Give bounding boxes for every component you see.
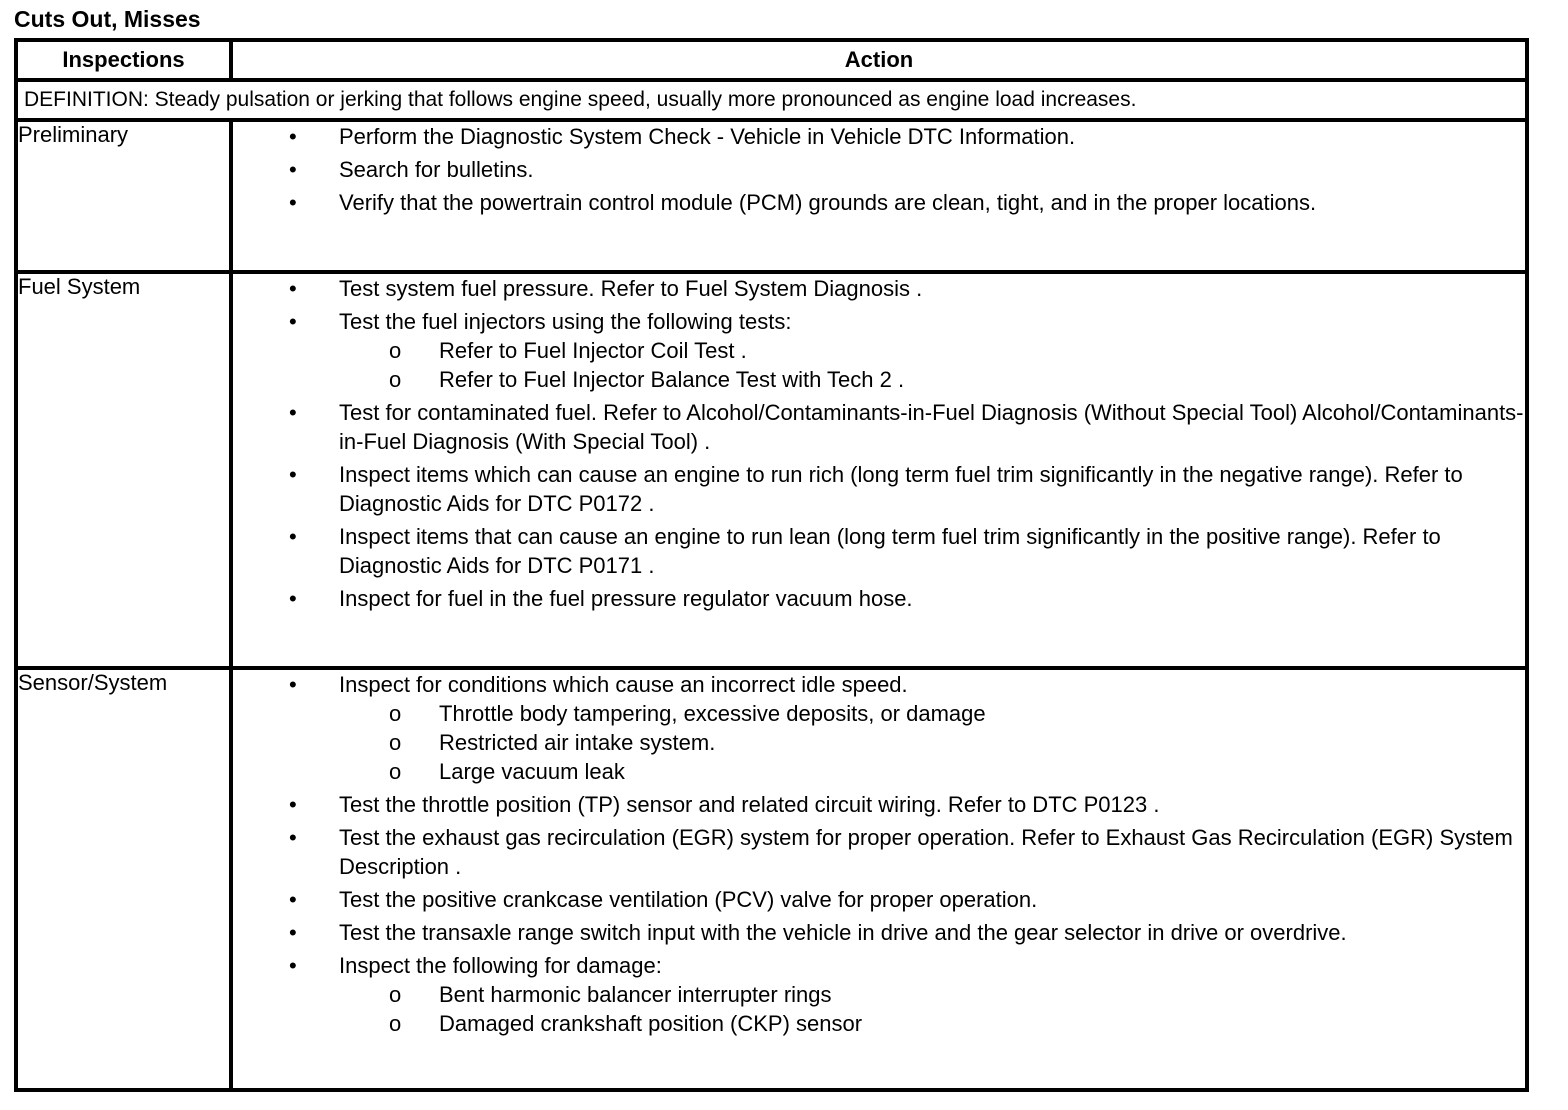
action-item (233, 670, 1525, 786)
inspection-label: Fuel System (16, 272, 231, 668)
bullet-icon: • (289, 792, 297, 817)
sub-item (233, 699, 1525, 728)
bullet-icon: • (289, 124, 297, 149)
row-sensor-system (16, 668, 1527, 1090)
sub-item-text: Refer to Fuel Injector Balance Test with Tech 2 . (439, 367, 905, 392)
header-row (16, 40, 1527, 80)
sub-item-text: Bent harmonic balancer interrupter rings (439, 982, 832, 1007)
action-item (233, 584, 1525, 613)
inspection-label: Sensor/System (16, 668, 231, 1090)
action-item (233, 918, 1525, 947)
action-item-text: Inspect items that can cause an engine to run lean (long term fuel trim significantly in the positive range). Refer to Diagnostic Aids for DTC P0171 . (339, 524, 1441, 578)
sub-item (233, 365, 1525, 394)
sub-list (339, 699, 1525, 786)
action-item-text: Test the throttle position (TP) sensor and related circuit wiring. Refer to DTC P0123 . (339, 792, 1160, 817)
bullet-icon: • (289, 309, 297, 334)
action-item-text: Test the transaxle range switch input with the vehicle in drive and the gear selector in drive or overdrive. (339, 920, 1347, 945)
sub-bullet-icon: o (389, 338, 402, 363)
page-title: Cuts Out, Misses (14, 6, 201, 32)
bullet-icon: • (289, 672, 297, 697)
bullet-icon: • (289, 920, 297, 945)
sub-list (339, 980, 1525, 1038)
action-item-text: Test the exhaust gas recirculation (EGR) system for proper operation. Refer to Exhaust Gas Recirculation (EGR) System Description . (339, 825, 1513, 879)
action-item (233, 951, 1525, 1038)
sub-item (233, 336, 1525, 365)
action-item (233, 307, 1525, 394)
sub-bullet-icon: o (389, 701, 402, 726)
sub-list (339, 336, 1525, 394)
action-item-text: Inspect for conditions which cause an incorrect idle speed. (339, 672, 908, 697)
action-item-text: Test system fuel pressure. Refer to Fuel System Diagnosis . (339, 276, 923, 301)
action-item-text: Search for bulletins. (339, 157, 534, 182)
bullet-icon: • (289, 953, 297, 978)
sub-bullet-icon: o (389, 982, 402, 1007)
sub-item-text: Restricted air intake system. (439, 730, 716, 755)
sub-item (233, 1009, 1525, 1038)
sub-item (233, 980, 1525, 1009)
bullet-icon: • (289, 524, 297, 549)
action-item (233, 155, 1525, 184)
action-item (233, 122, 1525, 151)
sub-item (233, 728, 1525, 757)
bullet-icon: • (289, 586, 297, 611)
sub-item-text: Refer to Fuel Injector Coil Test . (439, 338, 747, 363)
action-list (233, 670, 1525, 1038)
action-item (233, 522, 1525, 580)
action-item-text: Inspect for fuel in the fuel pressure regulator vacuum hose. (339, 586, 913, 611)
bullet-icon: • (289, 276, 297, 301)
bullet-icon: • (289, 190, 297, 215)
sub-bullet-icon: o (389, 1011, 402, 1036)
header-action: Action (231, 40, 1527, 80)
action-cell (231, 120, 1527, 272)
sub-bullet-icon: o (389, 759, 402, 784)
bullet-icon: • (289, 825, 297, 850)
row-preliminary (16, 120, 1527, 272)
action-item (233, 398, 1525, 456)
sub-item-text: Damaged crankshaft position (CKP) sensor (439, 1011, 863, 1036)
action-item (233, 274, 1525, 303)
definition-row (16, 80, 1527, 120)
row-fuel-system (16, 272, 1527, 668)
header-inspections: Inspections (16, 40, 231, 80)
sub-bullet-icon: o (389, 730, 402, 755)
action-item-text: Test the fuel injectors using the following tests: (339, 309, 792, 334)
action-cell (231, 668, 1527, 1090)
action-item-text: Test the positive crankcase ventilation (PCV) valve for proper operation. (339, 887, 1038, 912)
action-item (233, 823, 1525, 881)
action-item-text: Inspect the following for damage: (339, 953, 662, 978)
action-item (233, 460, 1525, 518)
inspection-label: Preliminary (16, 120, 231, 272)
bullet-icon: • (289, 400, 297, 425)
action-item (233, 885, 1525, 914)
diagnosis-table (14, 38, 1529, 1092)
action-cell (231, 272, 1527, 668)
sub-item (233, 757, 1525, 786)
bullet-icon: • (289, 887, 297, 912)
bullet-icon: • (289, 157, 297, 182)
action-item-text: Test for contaminated fuel. Refer to Alcohol/Contaminants-in-Fuel Diagnosis (Without Special Tool) Alcohol/Contaminants-in-Fuel Diagnosis (With Special Tool) . (339, 400, 1524, 454)
sub-item-text: Large vacuum leak (439, 759, 625, 784)
definition-text: DEFINITION: Steady pulsation or jerking that follows engine speed, usually more pronounced as engine load increases. (16, 80, 1527, 120)
action-item-text: Inspect items which can cause an engine to run rich (long term fuel trim significantly in the negative range). Refer to Diagnostic Aids for DTC P0172 . (339, 462, 1463, 516)
action-item (233, 790, 1525, 819)
bullet-icon: • (289, 462, 297, 487)
action-item-text: Verify that the powertrain control module (PCM) grounds are clean, tight, and in the proper locations. (339, 190, 1317, 215)
sub-bullet-icon: o (389, 367, 402, 392)
action-list (233, 274, 1525, 613)
action-item-text: Perform the Diagnostic System Check - Vehicle in Vehicle DTC Information. (339, 124, 1076, 149)
sub-item-text: Throttle body tampering, excessive deposits, or damage (439, 701, 986, 726)
action-list (233, 122, 1525, 217)
action-item (233, 188, 1525, 217)
